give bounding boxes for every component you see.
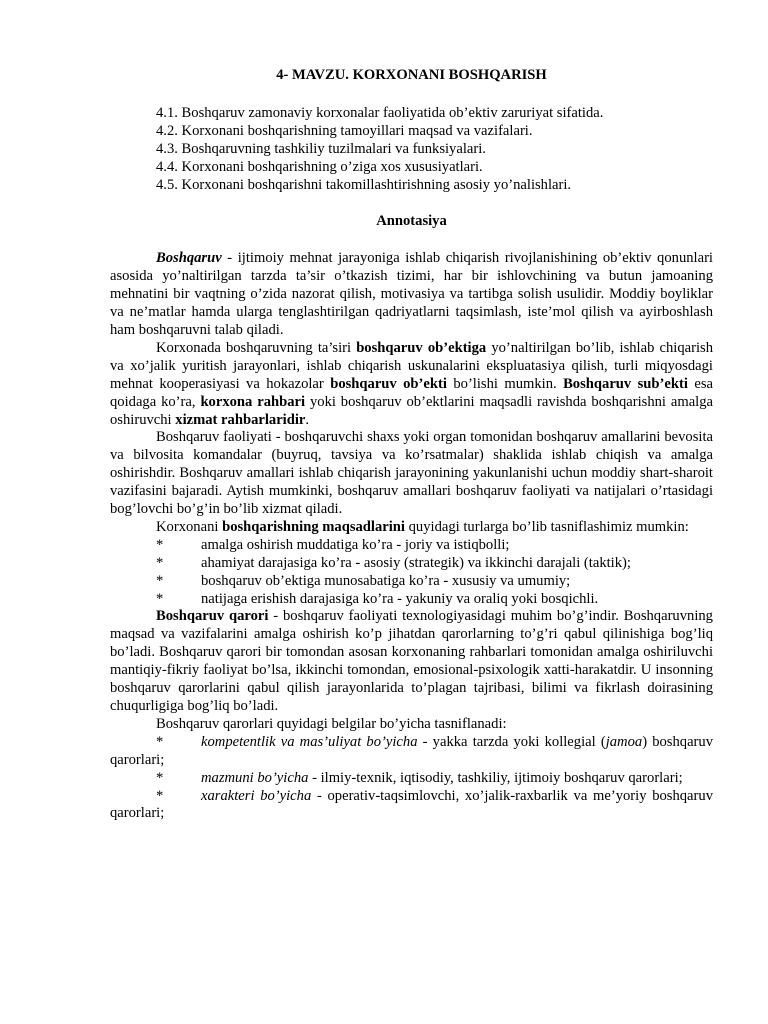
bullet-mark: * (156, 554, 164, 571)
toc-item: 4.1. Boshqaruv zamonaviy korxonalar faoliyatida ob’ektiv zaruriyat sifatida. (156, 104, 604, 121)
criterion-term: kompetentlik va mas’uliyat bo’yicha (201, 733, 418, 750)
bullet-mark: * (156, 590, 164, 607)
text-run: esa qoidaga ko’ra, (110, 375, 713, 410)
criterion-term: mazmuni bo’yicha (201, 769, 309, 786)
list-item (110, 734, 713, 770)
list-item (110, 555, 713, 573)
paragraph-decision (110, 608, 713, 715)
annotation-heading: Annotasiya (376, 213, 447, 230)
list-item (110, 770, 713, 788)
text-run: bo’lishi mumkin. (446, 375, 564, 392)
paragraph-object-subject (110, 340, 713, 430)
term-goals: boshqarishning maqsadlarini (222, 518, 405, 535)
page-title: 4- MAVZU. KORXONANI BOSHQARISH (276, 67, 547, 83)
toc-item: 4.4. Korxonani boshqarishning o’ziga xos xususiyatlari. (156, 158, 483, 175)
text-run: - operativ-taqsimlovchi, xo’jalik-raxbarlik va me’yoriy boshqaruv qarorlari; (110, 787, 713, 822)
text-run: yoki boshqaruv ob’ektlarini maqsadli ravishda boshqarishni amalga oshiruvchi (110, 393, 714, 428)
paragraph-classification-intro: Boshqaruv qarorlari quyidagi belgilar bo’yicha tasniflanadi: (156, 715, 507, 732)
list-item-text: boshqaruv ob’ektiga munosabatiga ko’ra - xususiy va umumiy; (201, 572, 571, 589)
text-run: - yakka tarzda yoki kollegial ( (417, 733, 606, 750)
criteria-list (110, 734, 713, 824)
term-decision: Boshqaruv qarori (156, 608, 269, 625)
list-item-text: amalga oshirish muddatiga ko’ra - joriy va istiqbolli; (201, 536, 510, 553)
bullet-mark: * (156, 787, 164, 804)
criterion-emphasis: jamoa (605, 733, 643, 750)
text-run: quyidagi turlarga bo’lib tasniflashimiz mumkin: (404, 518, 689, 535)
paragraph-text: - ijtimoiy mehnat jarayoniga ishlab chiqarish rivojlanishining ob’ektiv qonunlari asosida yo’naltirilgan tarzda ta’sir o’tkazish tizimi, har bir ishlovchining va butun jamoaning mehnatini bir vaqtning o’zida nazorat qilish, motivasiya va tartibga solish usulidir. Moddiy boyliklar va ne’matlar hamda ularga tenglashtirilgan qadriyatlarni taqsimlash, iste’mol qilish va ayirboshlash ham boshqaruvni talab qiladi. (110, 250, 713, 338)
term-boshqaruv: Boshqaruv (156, 250, 222, 267)
bullet-mark: * (156, 572, 164, 589)
bullet-mark: * (156, 733, 164, 750)
list-item (110, 591, 713, 609)
term-director: korxona rahbari (200, 393, 306, 410)
bullet-mark: * (156, 769, 164, 786)
text-run: . (305, 411, 310, 428)
text-run: Korxonada boshqaruvning ta’siri (156, 339, 357, 356)
term-subject: Boshqaruv sub’ekti (563, 375, 688, 392)
term-service-heads: xizmat rahbarlaridir (175, 411, 306, 428)
paragraph-goals-intro (110, 519, 713, 537)
term-object-2: boshqaruv ob’ekti (330, 375, 447, 392)
table-of-contents (110, 105, 713, 195)
toc-item: 4.2. Korxonani boshqarishning tamoyillari maqsad va vazifalari. (156, 122, 533, 139)
toc-item: 4.3. Boshqaruvning tashkiliy tuzilmalari va funksiyalari. (156, 140, 486, 157)
text-run: - ilmiy-texnik, iqtisodiy, tashkiliy, ijtimoiy boshqaruv qarorlari; (308, 769, 683, 786)
paragraph-text: - boshqaruv faoliyati texnologiyasidagi muhim bo’g’indir. Boshqaruvning maqsad va vazifalarini amalga oshirish ko’p jihatdan qarorlarning to’g’ri qabul qilinishiga bog’liq bo’ladi. Boshqaruv qarori bir tomondan asosan korxonaning rahbarlari tomonidan amalga oshiriluvchi mantiqiy-fikriy faoliyat bo’lsa, ikkinchi tomondan, emosional-psixologik xatti-harakatdir. U insonning boshqaruv qarorlarini qabul qilish jarayonlarida to’plagan tajribasi, bilimi va fikrlash doirasining chuqurligiga bog’liq bo’ladi. (110, 608, 713, 714)
paragraph-activity: Boshqaruv faoliyati - boshqaruvchi shaxs yoki organ tomonidan boshqaruv amallarini bevosita va bilvosita komandalar (buyruq, tavsiya va ko’rsatmalar) shaklida ishlab chiqish va amalga oshirishdir. Boshqaruv amallari ishlab chiqarish jarayonining yakunlanishi uchun moddiy shart-sharoit vazifasini bajaradi. Aytish mumkinki, boshqaruv amallari boshqaruv faoliyati va natijalari o’rtasidagi bog’lovchi bo’g’in bo’lib xizmat qiladi. (110, 429, 713, 518)
list-item-text: natijaga erishish darajasiga ko’ra - yakuniy va oraliq yoki bosqichli. (201, 590, 599, 607)
text-run: ) boshqaruv qarorlari; (110, 733, 714, 768)
list-item (110, 573, 713, 591)
document-body (110, 67, 713, 823)
criterion-term: xarakteri bo’yicha (201, 787, 312, 804)
paragraph-definition (110, 250, 713, 340)
list-item (110, 537, 713, 555)
text-run: Korxonani (156, 518, 223, 535)
toc-item: 4.5. Korxonani boshqarishni takomillashtirishning asosiy yo’nalishlari. (156, 176, 572, 193)
list-item (110, 788, 713, 824)
goals-list (110, 537, 713, 609)
term-object: boshqaruv ob’ektiga (356, 339, 487, 356)
list-item-text: ahamiyat darajasiga ko’ra - asosiy (strategik) va ikkinchi darajali (taktik); (201, 554, 631, 571)
text-run: yo’naltirilgan bo’lib, ishlab chiqarish va xo’jalik yuritish jarayonlari, ishlab chiqarish uskunalarini ekspluatasiya qilish, turli miqyosdagi mehnat kooperasiyasi va hokazolar (110, 339, 713, 392)
bullet-mark: * (156, 536, 164, 553)
